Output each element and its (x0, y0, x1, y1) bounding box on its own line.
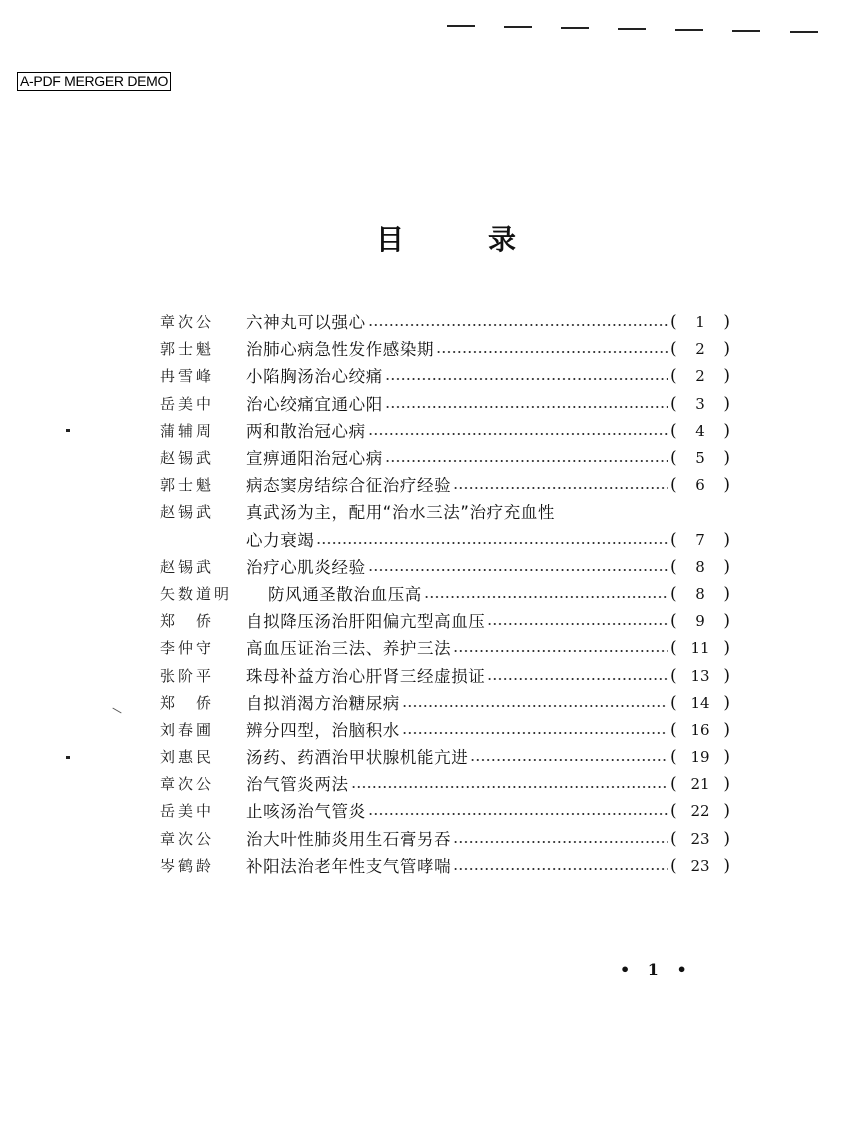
toc-entry[interactable] (160, 445, 730, 472)
toc-page-number: 23 (690, 829, 710, 848)
toc-author: 矢数道明 (160, 584, 233, 603)
toc-entry[interactable] (160, 771, 730, 798)
toc-author: 郑 侨 (160, 612, 215, 631)
toc-page: ( 3 ) (670, 391, 730, 418)
toc-page-number: 8 (695, 557, 705, 576)
toc-title: 治疗心肌炎经验 (246, 557, 366, 577)
toc-title: 辨分四型，治脑积水 (246, 720, 400, 740)
toc-author: 郭士魁 (160, 340, 215, 359)
dot-leader (470, 744, 668, 771)
toc-author: 郑 侨 (160, 693, 215, 712)
dash-mark (732, 30, 760, 32)
dot-leader (385, 391, 668, 418)
toc-title: 补阳法治老年性支气管哮喘 (246, 856, 452, 876)
dot-leader (368, 554, 668, 581)
toc-author: 刘春圃 (160, 720, 215, 739)
dot-leader (453, 826, 668, 853)
toc-page-number: 5 (695, 449, 705, 468)
toc-page: ( 19 ) (670, 744, 730, 771)
table-of-contents (160, 309, 730, 880)
toc-entry[interactable] (160, 853, 730, 880)
toc-page: ( 6 ) (670, 472, 730, 499)
toc-page-number: 14 (690, 693, 710, 712)
toc-page-number: 6 (695, 476, 705, 495)
dot-leader (436, 336, 668, 363)
toc-page: ( 23 ) (670, 826, 730, 853)
toc-entry[interactable] (160, 635, 730, 662)
dot-leader (368, 798, 668, 825)
toc-entry[interactable] (160, 662, 730, 689)
toc-entry[interactable] (160, 418, 730, 445)
toc-page: ( 8 ) (670, 554, 730, 581)
toc-page-number: 4 (695, 421, 705, 440)
toc-title: 珠母补益方治心肝肾三经虚损证 (246, 666, 486, 686)
dot-leader (487, 608, 668, 635)
toc-page: ( 7 ) (670, 527, 730, 554)
toc-page: ( 4 ) (670, 418, 730, 445)
toc-author: 张阶平 (160, 666, 215, 685)
toc-title: 治心绞痛宜通心阳 (246, 394, 383, 414)
toc-title-continued: 心力衰竭 (246, 530, 315, 550)
dot-leader (368, 309, 668, 336)
toc-title: 治肺心病急性发作感染期 (246, 340, 435, 360)
dot-leader (453, 472, 668, 499)
toc-entry[interactable] (160, 744, 730, 771)
dash-mark (504, 26, 532, 28)
toc-title: 治气管炎两法 (246, 775, 349, 795)
toc-page-number: 21 (690, 775, 710, 794)
page-number: • 1 • (620, 960, 693, 979)
toc-page: ( 14 ) (670, 690, 730, 717)
dash-mark (618, 28, 646, 30)
dot-leader (316, 527, 668, 554)
toc-title: 自拟消渴方治糖尿病 (246, 693, 400, 713)
toc-page: ( 11 ) (670, 635, 730, 662)
toc-title: 两和散治冠心病 (246, 421, 366, 441)
toc-entry[interactable] (160, 363, 730, 390)
toc-title: 止咳汤治气管炎 (246, 802, 366, 822)
toc-page-number: 11 (690, 639, 710, 658)
toc-entry-continuation[interactable] (160, 527, 730, 554)
toc-author: 岑鹤龄 (160, 856, 215, 875)
dash-mark (447, 25, 475, 27)
dash-mark (790, 31, 818, 33)
toc-entry[interactable] (160, 391, 730, 418)
scan-speck (66, 429, 70, 432)
toc-author: 岳美中 (160, 802, 215, 821)
dot-leader (368, 418, 668, 445)
toc-page-number: 3 (695, 394, 705, 413)
toc-title: 自拟降压汤治肝阳偏亢型高血压 (246, 612, 486, 632)
dot-leader (453, 853, 668, 880)
toc-title: 高血压证治三法、养护三法 (246, 639, 452, 659)
toc-author: 章次公 (160, 313, 215, 332)
toc-entry[interactable] (160, 690, 730, 717)
toc-page: ( 21 ) (670, 771, 730, 798)
toc-page-number: 13 (690, 666, 710, 685)
toc-page-number: 2 (695, 340, 705, 359)
toc-entry[interactable] (160, 554, 730, 581)
toc-page: ( 1 ) (670, 309, 730, 336)
toc-entry[interactable] (160, 309, 730, 336)
toc-title: 真武汤为主，配用“治水三法”治疗充血性 (246, 503, 555, 523)
toc-page: ( 5 ) (670, 445, 730, 472)
toc-entry[interactable] (160, 499, 730, 526)
toc-author: 赵锡武 (160, 449, 215, 468)
dot-leader (402, 717, 668, 744)
toc-title: 防风通圣散治血压高 (268, 584, 422, 604)
toc-page: ( 2 ) (670, 363, 730, 390)
page-title-char: 目 (376, 223, 405, 256)
toc-entry[interactable] (160, 472, 730, 499)
toc-author: 赵锡武 (160, 557, 215, 576)
toc-page: ( 16 ) (670, 717, 730, 744)
toc-title: 治大叶性肺炎用生石膏另吞 (246, 829, 452, 849)
toc-page-number: 8 (695, 584, 705, 603)
toc-page-number: 2 (695, 367, 705, 386)
toc-author: 郭士魁 (160, 476, 215, 495)
toc-page: ( 9 ) (670, 608, 730, 635)
toc-page: ( 13 ) (670, 663, 730, 690)
dot-leader (487, 663, 668, 690)
dash-mark (675, 29, 703, 31)
dot-leader (453, 635, 668, 662)
toc-title: 汤药、药酒治甲状腺机能亢进 (246, 748, 469, 768)
toc-entry[interactable] (160, 608, 730, 635)
toc-author: 岳美中 (160, 394, 215, 413)
page-title (376, 218, 516, 258)
scan-speck (112, 708, 121, 714)
dot-leader (385, 445, 668, 472)
scan-speck (66, 756, 70, 759)
toc-page-number: 1 (695, 313, 705, 332)
toc-author: 章次公 (160, 775, 215, 794)
toc-author: 蒲辅周 (160, 421, 215, 440)
toc-author: 章次公 (160, 829, 215, 848)
toc-entry[interactable] (160, 826, 730, 853)
toc-title: 小陷胸汤治心绞痛 (246, 367, 383, 387)
dash-mark (561, 27, 589, 29)
dot-leader (424, 581, 668, 608)
dot-leader (402, 690, 668, 717)
toc-entry[interactable] (160, 717, 730, 744)
toc-entry[interactable] (160, 798, 730, 825)
toc-title: 病态窦房结综合征治疗经验 (246, 476, 452, 496)
toc-page: ( 23 ) (670, 853, 730, 880)
toc-entry[interactable] (160, 581, 730, 608)
toc-page-number: 23 (690, 856, 710, 875)
toc-page-number: 9 (695, 612, 705, 631)
dot-leader (385, 363, 668, 390)
toc-page-number: 22 (690, 802, 710, 821)
toc-page-number: 19 (690, 748, 710, 767)
toc-page: ( 22 ) (670, 798, 730, 825)
page-title-char: 录 (487, 223, 516, 256)
toc-page-number: 16 (690, 720, 710, 739)
watermark-label: A-PDF MERGER DEMO (17, 72, 171, 91)
toc-author: 刘惠民 (160, 748, 215, 767)
toc-author: 李仲守 (160, 639, 215, 658)
toc-entry[interactable] (160, 336, 730, 363)
toc-page: ( 8 ) (670, 581, 730, 608)
dot-leader (351, 771, 668, 798)
toc-author: 赵锡武 (160, 503, 215, 522)
toc-page-number: 7 (695, 530, 705, 549)
toc-author: 冉雪峰 (160, 367, 215, 386)
toc-title: 宣痹通阳治冠心病 (246, 449, 383, 469)
toc-page: ( 2 ) (670, 336, 730, 363)
toc-title: 六神丸可以强心 (246, 313, 366, 333)
